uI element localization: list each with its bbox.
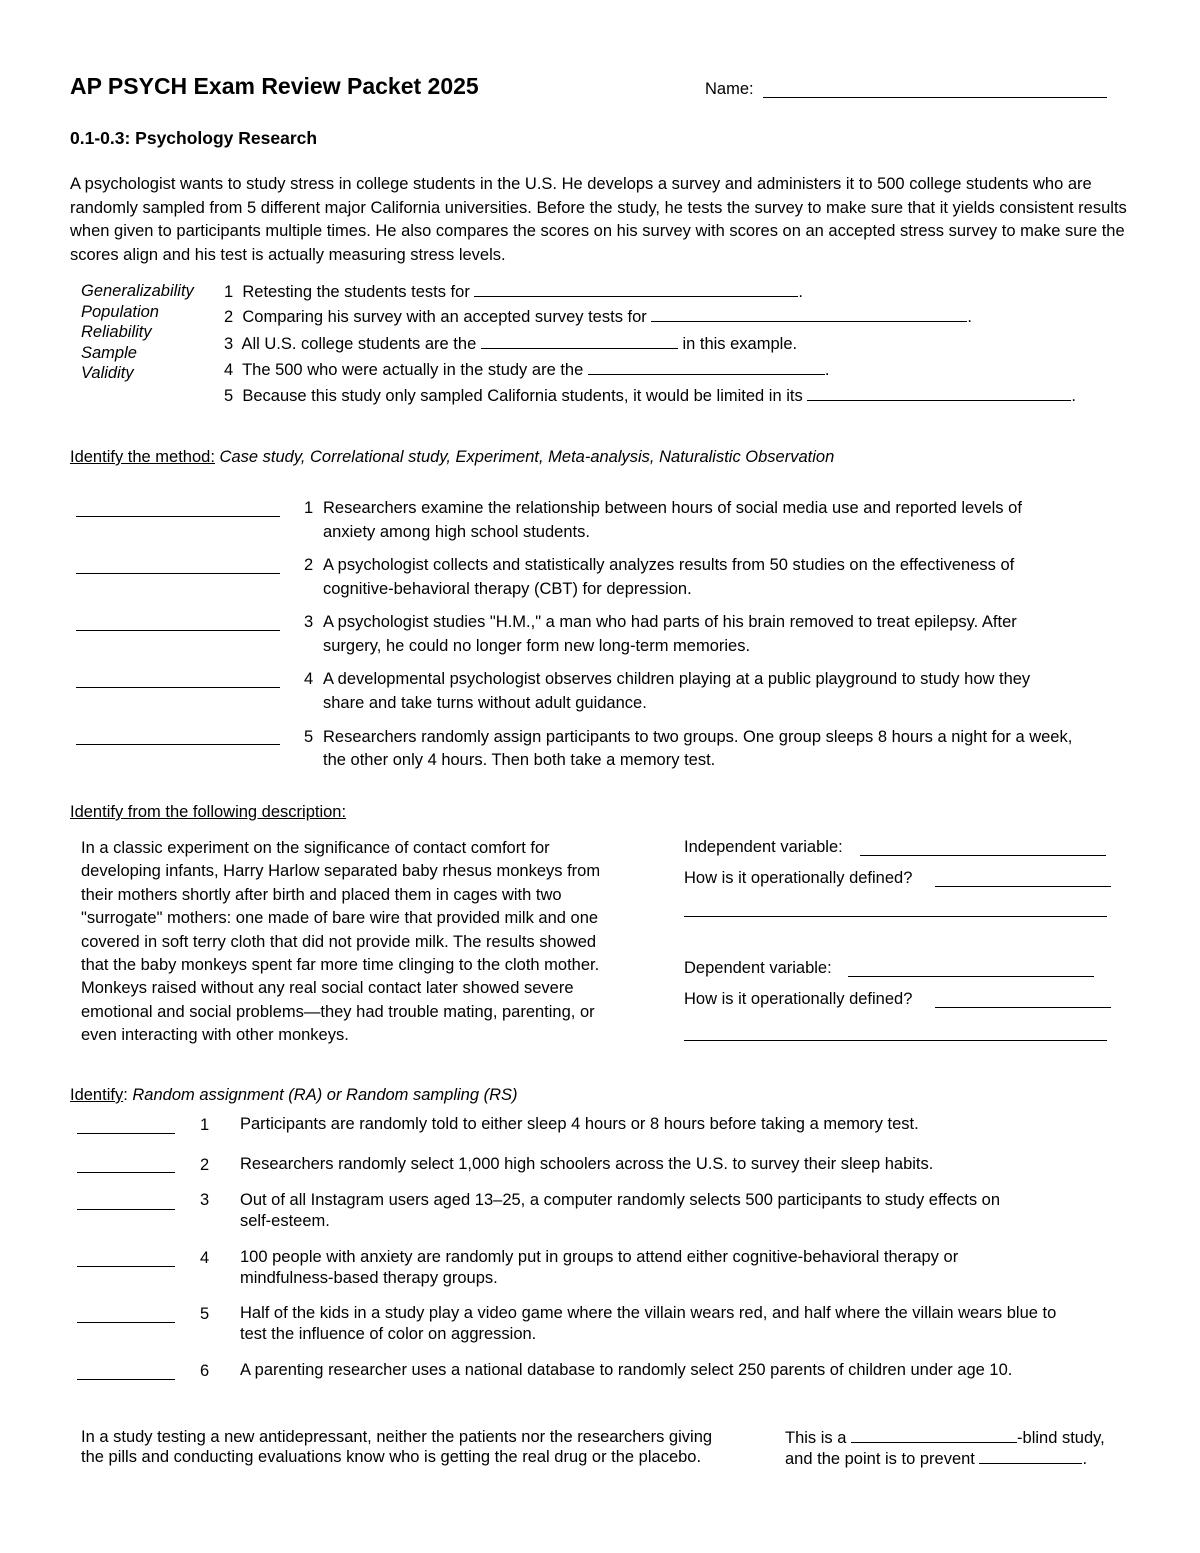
- item-number: 1: [304, 499, 314, 517]
- iv-operational-label: How is it operationally defined?: [684, 869, 913, 887]
- research-item-1: [224, 281, 803, 302]
- dv-label: Dependent variable:: [684, 959, 832, 977]
- description-line: emotional and social problems—they had trouble mating, parenting, or: [81, 1002, 595, 1021]
- item-text-line1: Researchers examine the relationship between hours of social media use and reported levels of: [323, 499, 1022, 517]
- answer-blank[interactable]: [77, 1322, 175, 1323]
- answer-blank[interactable]: [76, 630, 280, 631]
- word-bank-item: Reliability: [81, 323, 152, 341]
- item-text: Retesting the students tests for: [242, 283, 470, 301]
- item-number: 2: [224, 308, 234, 326]
- research-item-3: [224, 333, 797, 354]
- item-text-line1: A psychologist collects and statistically analyzes results from 50 studies on the effectiveness of: [323, 556, 1015, 574]
- item-number: 3: [200, 1191, 210, 1209]
- answer-blank[interactable]: [651, 306, 967, 322]
- description-line: even interacting with other monkeys.: [81, 1026, 349, 1045]
- answer-blank[interactable]: [76, 516, 280, 517]
- question-text: and the point is to prevent: [785, 1450, 975, 1468]
- description-line: In a study testing a new antidepressant, neither the patients nor the researchers giving: [81, 1428, 713, 1446]
- research-item-5: [224, 385, 1076, 406]
- item-text-line2: self-esteem.: [240, 1212, 330, 1230]
- word-bank-item: Population: [81, 302, 159, 321]
- answer-blank[interactable]: [77, 1209, 175, 1210]
- research-scenario-paragraph: A psychologist wants to study stress in college students in the U.S. He develops a survey and administers it to 500 college students who are randomly sampled from 5 different major California universities. Before the study, he tests the survey to make sure that it yields consistent results when given to participants multiple times. He also compares the scores on his survey with scores on an accepted stress survey to make sure the scores align and his test is actually measuring stress levels.: [70, 175, 1127, 264]
- page-title: AP PSYCH Exam Review Packet 2025: [70, 73, 479, 99]
- item-text-line2: the other only 4 hours. Then both take a memory test.: [323, 751, 716, 769]
- iv-operational-blank-2[interactable]: [684, 916, 1107, 917]
- item-number: 5: [224, 387, 234, 405]
- sampling-instructions: Identify: Random assignment (RA) or Random sampling (RS): [70, 1086, 518, 1104]
- name-field[interactable]: [763, 97, 1107, 98]
- answer-blank[interactable]: [481, 333, 678, 349]
- item-number: 5: [200, 1305, 210, 1323]
- method-options: Case study, Correlational study, Experiment, Meta-analysis, Naturalistic Observation: [219, 448, 835, 466]
- iv-operational-blank[interactable]: [935, 886, 1111, 887]
- answer-blank[interactable]: [77, 1133, 175, 1134]
- item-text: The 500 who were actually in the study are the: [242, 361, 584, 379]
- item-text: All U.S. college students are the: [241, 335, 477, 353]
- answer-blank[interactable]: [474, 281, 798, 297]
- description-label: Identify from the following description:: [70, 803, 347, 821]
- question-text-end: .: [1082, 1450, 1088, 1468]
- blind-study-description: [81, 1427, 712, 1467]
- dv-operational-blank[interactable]: [935, 1007, 1111, 1008]
- dv-operational-blank-2[interactable]: [684, 1040, 1107, 1041]
- research-item-2: [224, 306, 972, 327]
- name-label: Name:: [705, 80, 754, 98]
- word-bank-item: Validity: [81, 364, 134, 382]
- question-text-end: -blind study,: [1017, 1429, 1105, 1447]
- item-text-line1: A developmental psychologist observes children playing at a public playground to study how they: [323, 670, 1031, 688]
- item-text: Comparing his survey with an accepted survey tests for: [242, 308, 647, 326]
- item-text-line1: 100 people with anxiety are randomly put in groups to attend either cognitive-behavioral therapy or: [240, 1248, 959, 1266]
- item-number: 5: [304, 728, 314, 746]
- iv-answer-blank[interactable]: [860, 855, 1106, 856]
- item-text-line1: Researchers randomly select 1,000 high schoolers across the U.S. to survey their sleep habits.: [240, 1155, 934, 1173]
- word-bank: [81, 281, 194, 384]
- word-bank-item: Generalizability: [81, 282, 194, 300]
- item-text-end: .: [824, 361, 830, 379]
- item-text-line1: A parenting researcher uses a national database to randomly select 250 parents of children under age 10.: [240, 1361, 1013, 1379]
- item-text-end: in this example.: [682, 335, 798, 353]
- method-label: Identify the method:: [70, 448, 215, 466]
- sampling-options: Random assignment (RA) or Random sampling (RS): [132, 1086, 518, 1104]
- item-number: 4: [200, 1249, 210, 1267]
- sampling-label: Identify: [70, 1086, 124, 1104]
- description-line: developing infants, Harry Harlow separated baby rhesus monkeys from: [81, 862, 601, 881]
- harlow-description: [81, 837, 600, 1048]
- answer-blank[interactable]: [77, 1172, 175, 1173]
- answer-blank[interactable]: [76, 573, 280, 574]
- item-text-line2: test the influence of color on aggression.: [240, 1325, 537, 1343]
- item-text-line2: anxiety among high school students.: [323, 523, 590, 541]
- blind-study-line-1: [785, 1427, 1105, 1448]
- item-text-end: .: [1071, 387, 1076, 405]
- item-text-line1: Out of all Instagram users aged 13–25, a computer randomly selects 500 participants to study effects on: [240, 1191, 1001, 1209]
- iv-label: Independent variable:: [684, 838, 843, 856]
- answer-blank[interactable]: [588, 359, 825, 375]
- question-text: This is a: [785, 1429, 847, 1447]
- answer-blank[interactable]: [807, 385, 1071, 401]
- answer-blank[interactable]: [77, 1379, 175, 1380]
- item-number: 1: [200, 1116, 210, 1134]
- dv-answer-blank[interactable]: [848, 976, 1094, 977]
- item-text-line2: share and take turns without adult guidance.: [323, 694, 647, 712]
- item-text-line2: surgery, he could no longer form new long-term memories.: [323, 637, 751, 655]
- description-line: Monkeys raised without any real social contact later showed severe: [81, 979, 574, 998]
- answer-blank[interactable]: [76, 744, 280, 745]
- item-number: 3: [224, 335, 234, 353]
- item-number: 3: [304, 613, 314, 631]
- item-number: 2: [304, 556, 314, 574]
- item-text: Because this study only sampled California students, it would be limited in its: [242, 387, 803, 405]
- description-line: their mothers shortly after birth and placed them in cages with two: [81, 885, 562, 904]
- blind-study-line-2: [785, 1448, 1105, 1469]
- description-line: In a classic experiment on the significance of contact comfort for: [81, 839, 550, 857]
- item-number: 4: [304, 670, 314, 688]
- item-text-line1: Participants are randomly told to either sleep 4 hours or 8 hours before taking a memory test.: [240, 1115, 919, 1133]
- item-text-line2: mindfulness-based therapy groups.: [240, 1269, 498, 1287]
- item-number: 2: [200, 1156, 210, 1174]
- item-text-line1: A psychologist studies "H.M.," a man who had parts of his brain removed to treat epilepsy. After: [323, 613, 1017, 631]
- description-line: "surrogate" mothers: one made of bare wire that provided milk and one: [81, 909, 599, 928]
- blind-study-questions: [785, 1427, 1105, 1469]
- word-bank-item: Sample: [81, 343, 137, 362]
- description-line: covered in soft terry cloth that did not provide milk. The results showed: [81, 932, 597, 951]
- item-number: 1: [224, 283, 234, 301]
- item-text-line1: Researchers randomly assign participants to two groups. One group sleeps 8 hours a night for a week,: [323, 728, 1073, 746]
- answer-blank[interactable]: [77, 1266, 175, 1267]
- item-text-end: .: [798, 283, 804, 301]
- answer-blank[interactable]: [76, 687, 280, 688]
- dv-operational-label: How is it operationally defined?: [684, 990, 913, 1008]
- item-number: 4: [224, 361, 234, 379]
- description-line: the pills and conducting evaluations know who is getting the real drug or the placebo.: [81, 1448, 702, 1466]
- item-number: 6: [200, 1362, 210, 1380]
- description-line: that the baby monkeys spent far more time clinging to the cloth mother.: [81, 956, 600, 975]
- blind-type-blank[interactable]: [851, 1427, 1017, 1443]
- prevent-blank[interactable]: [979, 1448, 1082, 1464]
- item-text-line1: Half of the kids in a study play a video game where the villain wears red, and half where the villain wears blue to: [240, 1304, 1057, 1322]
- method-instructions: [70, 448, 834, 467]
- item-text-end: .: [967, 308, 972, 326]
- section-heading-research: 0.1-0.3: Psychology Research: [70, 128, 318, 148]
- research-item-4: [224, 359, 829, 380]
- item-text-line2: cognitive-behavioral therapy (CBT) for depression.: [323, 580, 692, 598]
